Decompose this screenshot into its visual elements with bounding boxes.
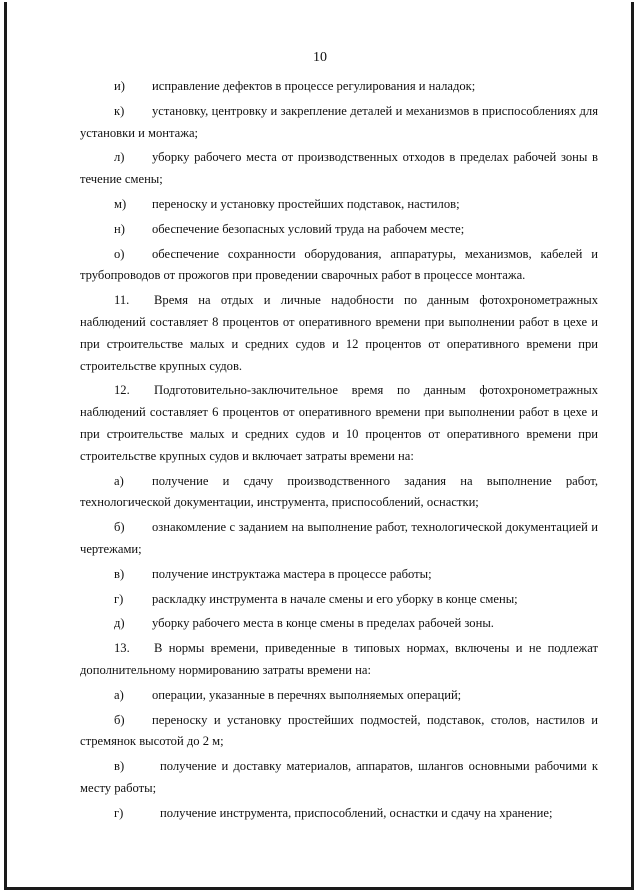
section-11 xyxy=(80,290,598,377)
item-marker: л) xyxy=(114,150,125,165)
item-text: получение инструмента, приспособлений, оснастки и сдачу на хранение; xyxy=(160,805,553,820)
item-marker: д) xyxy=(114,616,125,631)
section-number: 12. xyxy=(114,383,130,398)
item-text: ознакомление с заданием на выполнение работ, технологической документацией и чертежами; xyxy=(80,520,598,556)
item-text: получение инструктажа мастера в процессе работы; xyxy=(152,566,432,581)
item-text: исправление дефектов в процессе регулирования и наладок; xyxy=(152,79,476,93)
item-marker: в) xyxy=(114,566,125,581)
item-marker: а) xyxy=(114,687,124,702)
section-text: В нормы времени, приведенные в типовых нормах, включены и не подлежат дополнительному нормированию затраты времени на: xyxy=(80,641,598,677)
list-item-o xyxy=(80,244,598,288)
list-item-l xyxy=(80,147,598,191)
item-text: раскладку инструмента в начале смены и его уборку в конце смены; xyxy=(152,591,518,606)
list-item-b xyxy=(80,517,598,561)
item-text: операции, указанные в перечнях выполняемых операций; xyxy=(152,687,462,702)
list-item-k xyxy=(80,101,598,145)
list-item-b xyxy=(80,710,598,754)
item-marker: в) xyxy=(114,759,125,774)
item-marker: н) xyxy=(114,221,125,236)
item-text: обеспечение сохранности оборудования, аппаратуры, механизмов, кабелей и трубопроводов от прожогов при проведении сварочных работ в процессе монтажа. xyxy=(80,246,598,283)
item-text: переноску и установку простейших подставок, настилов; xyxy=(152,196,460,211)
item-text: обеспечение безопасных условий труда на рабочем месте; xyxy=(152,221,465,236)
item-marker: г) xyxy=(114,591,124,606)
section-13 xyxy=(80,638,598,682)
document-body xyxy=(80,76,598,828)
section-text: Время на отдых и личные надобности по данным фотохронометражных наблюдений составляет 8 процентов от оперативного времени при выполнении работ в цехе и при строительстве малых и средних судов и 12 процентов от оперативного времени при строительстве крупных судов. xyxy=(80,293,598,373)
list-item-m xyxy=(80,194,598,216)
section-12 xyxy=(80,380,598,467)
item-text: получение и доставку материалов, аппаратов, шлангов основными рабочими к месту работы; xyxy=(80,759,598,795)
page-number: 10 xyxy=(313,50,327,65)
list-item-g xyxy=(80,589,598,611)
section-number: 13. xyxy=(114,641,130,656)
item-marker: б) xyxy=(114,520,125,535)
item-marker: б) xyxy=(114,712,125,727)
item-text: переноску и установку простейших подмостей, подставок, столов, настилов и стремянок высотой до 2 м; xyxy=(80,712,598,749)
list-item-d xyxy=(80,613,598,635)
list-item-v xyxy=(80,756,598,800)
list-item-a xyxy=(80,471,598,515)
list-item-v xyxy=(80,564,598,586)
section-number: 11. xyxy=(114,293,130,308)
item-marker: г) xyxy=(114,805,124,820)
list-item-n xyxy=(80,219,598,241)
list-item-i xyxy=(80,76,598,98)
list-item-a xyxy=(80,685,598,707)
item-text: уборку рабочего места от производственных отходов в пределах рабочей зоны в течение смены; xyxy=(80,150,598,187)
item-text: уборку рабочего места в конце смены в пределах рабочей зоны. xyxy=(152,616,494,631)
section-text: Подготовительно-заключительное время по данным фотохронометражных наблюдений составляет 6 процентов от оперативного времени при выполнении работ в цехе и при строительстве малых и средних судов и 10 процентов от оперативного времени при строительстве крупных судов и включает затраты времени на: xyxy=(80,383,598,463)
item-text: получение и сдачу производственного задания на выполнение работ, технологической документации, инструмента, приспособлений, оснастки; xyxy=(80,473,598,510)
item-text: установку, центровку и закрепление деталей и механизмов в приспособлениях для установки и монтажа; xyxy=(80,103,598,140)
item-marker: к) xyxy=(114,103,125,118)
item-marker: м) xyxy=(114,196,127,211)
item-marker: и) xyxy=(114,79,125,93)
list-item-g xyxy=(80,803,598,825)
item-marker: а) xyxy=(114,473,124,488)
item-marker: о) xyxy=(114,246,125,261)
